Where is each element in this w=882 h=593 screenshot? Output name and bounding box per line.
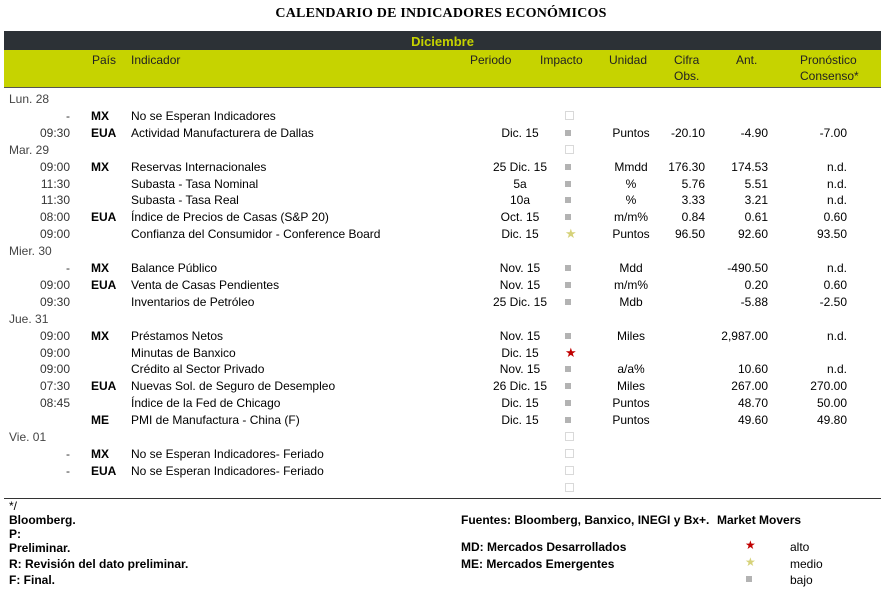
time-cell: 07:30 — [39, 379, 70, 394]
previous-cell: 5.51 — [744, 176, 768, 191]
indicator-cell: PMI de Manufactura - China (F) — [131, 413, 300, 428]
previous-cell: 174.53 — [731, 159, 768, 174]
observed-cell: 176.30 — [668, 159, 705, 174]
table-row — [0, 446, 882, 462]
footer-note: F: Final. — [9, 573, 55, 587]
previous-cell: 49.60 — [737, 413, 768, 428]
previous-cell: 92.60 — [737, 227, 768, 242]
forecast-cell: n.d. — [826, 328, 847, 343]
previous-cell: -4.90 — [740, 125, 768, 140]
time-cell: - — [66, 463, 70, 478]
legend-medium-label: medio — [790, 557, 823, 571]
table-row — [0, 277, 882, 293]
country-cell: EUA — [91, 210, 117, 225]
legend-high-star-icon: ★ — [745, 538, 756, 552]
month-label: Diciembre — [411, 34, 474, 49]
country-cell: MX — [91, 108, 109, 123]
footer-note: Bloomberg. — [9, 513, 76, 527]
unit-cell: Mmdd — [614, 159, 648, 174]
forecast-cell: 0.60 — [823, 210, 847, 225]
previous-cell: 0.61 — [744, 210, 768, 225]
time-cell: - — [66, 261, 70, 275]
table-row — [0, 395, 882, 411]
legend-low-square-icon — [746, 571, 752, 585]
table-row — [0, 463, 882, 479]
indicator-cell: Inventarios de Petróleo — [131, 294, 255, 309]
day-row — [0, 91, 882, 107]
indicator-cell: Índice de la Fed de Chicago — [131, 396, 281, 411]
header-obs: Obs. — [674, 69, 700, 83]
table-row — [0, 176, 882, 192]
period-cell: Nov. 15 — [499, 328, 541, 343]
day-label: Lun. 28 — [9, 92, 50, 106]
table-row — [0, 260, 882, 276]
indicator-cell: Balance Público — [131, 261, 218, 275]
day-row — [0, 142, 882, 158]
period-cell: 25 Dic. 15 — [492, 159, 548, 174]
time-cell: - — [66, 108, 70, 123]
table-row: 09:00 Minutas de Banxico Dic. 15 ★ — [39, 344, 577, 360]
previous-cell: 0.20 — [744, 277, 768, 292]
time-cell: 09:00 — [39, 345, 70, 360]
time-cell: 08:45 — [39, 396, 70, 411]
time-cell: 09:00 — [39, 159, 70, 174]
unit-cell: Miles — [616, 328, 646, 343]
unit-cell: m/m% — [614, 277, 648, 292]
previous-cell: 2,987.00 — [721, 328, 768, 343]
indicator-cell: Índice de Precios de Casas (S&P 20) — [131, 210, 329, 225]
observed-cell: -20.10 — [670, 125, 705, 140]
header-pais: País — [92, 53, 117, 67]
table-row — [0, 412, 882, 428]
day-label: Mier. 30 — [9, 244, 52, 259]
indicator-cell: No se Esperan Indicadores- Feriado — [131, 446, 324, 461]
time-cell: 09:30 — [39, 294, 70, 309]
forecast-cell: 0.60 — [823, 277, 847, 292]
footer-note-mark: */ — [9, 499, 18, 513]
period-cell: Nov. 15 — [499, 261, 541, 275]
footer-note: P: — [9, 527, 21, 541]
header-periodo: Periodo — [470, 53, 512, 67]
day-row — [0, 243, 882, 259]
observed-cell: 96.50 — [674, 227, 705, 242]
unit-cell: Puntos — [612, 396, 650, 411]
footer-sources: Fuentes: Bloomberg, Banxico, INEGI y Bx+. — [461, 513, 710, 527]
indicator-cell: No se Esperan Indicadores- Feriado — [131, 463, 324, 478]
indicator-cell: Reservas Internacionales — [131, 159, 267, 174]
country-cell: EUA — [91, 277, 117, 292]
time-cell: 09:00 — [39, 362, 70, 377]
forecast-cell: n.d. — [826, 362, 847, 377]
country-cell: MX — [91, 261, 109, 275]
period-cell: Dic. 15 — [501, 125, 539, 140]
previous-cell: 3.21 — [744, 193, 768, 208]
indicator-cell: Préstamos Netos — [131, 328, 224, 343]
header-unidad: Unidad — [609, 53, 648, 67]
indicator-cell: Confianza del Consumidor - Conference Board — [131, 227, 381, 242]
previous-cell: 10.60 — [737, 362, 768, 377]
period-cell: 26 Dic. 15 — [492, 379, 548, 394]
forecast-cell: -7.00 — [819, 125, 847, 140]
unit-cell: a/a% — [617, 362, 645, 377]
indicator-cell: Nuevas Sol. de Seguro de Desempleo — [131, 379, 336, 394]
unit-cell: % — [625, 176, 637, 191]
country-cell: MX — [91, 328, 109, 343]
unit-cell: m/m% — [614, 210, 648, 225]
footer-md: MD: Mercados Desarrollados — [461, 540, 627, 554]
time-cell: - — [66, 446, 70, 461]
observed-cell: 3.33 — [681, 193, 705, 208]
table-row — [0, 209, 882, 225]
table-row — [0, 192, 882, 208]
unit-cell: Mdb — [619, 294, 643, 309]
day-label: Vie. 01 — [9, 430, 47, 444]
footer-note: Preliminar. — [9, 541, 71, 555]
forecast-cell: n.d. — [826, 193, 847, 208]
footer-note: R: Revisión del dato preliminar. — [9, 557, 189, 571]
indicator-cell: Subasta - Tasa Nominal — [131, 176, 259, 191]
country-cell: EUA — [91, 125, 117, 140]
period-cell: Dic. 15 — [501, 345, 539, 360]
time-cell: 09:30 — [39, 125, 70, 140]
time-cell: 11:30 — [40, 176, 70, 191]
country-cell: ME — [91, 413, 109, 428]
period-cell: Nov. 15 — [499, 362, 541, 377]
table-row — [0, 159, 882, 175]
time-cell: 09:00 — [39, 227, 70, 242]
forecast-cell: n.d. — [826, 261, 847, 275]
unit-cell: Mdd — [619, 261, 643, 275]
day-label: Jue. 31 — [9, 311, 49, 326]
country-cell: EUA — [91, 379, 117, 394]
country-cell: EUA — [91, 463, 117, 478]
table-row — [0, 108, 882, 124]
time-cell: 08:00 — [39, 210, 70, 225]
period-cell: Oct. 15 — [500, 210, 540, 225]
indicator-cell: Actividad Manufacturera de Dallas — [131, 125, 314, 140]
indicator-cell: Venta de Casas Pendientes — [131, 277, 280, 292]
table-row — [0, 328, 882, 344]
spacer-row — [0, 480, 882, 496]
previous-cell: 267.00 — [731, 379, 768, 394]
unit-cell: Puntos — [612, 125, 650, 140]
footer-divider — [4, 498, 881, 499]
day-row — [0, 429, 882, 445]
forecast-cell: 49.80 — [816, 413, 847, 428]
period-cell: 25 Dic. 15 — [492, 294, 548, 309]
unit-cell: % — [625, 193, 637, 208]
country-cell: MX — [91, 446, 109, 461]
period-cell: Nov. 15 — [499, 277, 541, 292]
time-cell: 09:00 — [39, 277, 70, 292]
forecast-cell: 270.00 — [810, 379, 847, 394]
period-cell: Dic. 15 — [501, 413, 539, 428]
forecast-cell: n.d. — [826, 176, 847, 191]
day-label: Mar. 29 — [9, 142, 50, 157]
period-cell: 5a — [513, 176, 527, 191]
forecast-cell: 50.00 — [816, 396, 847, 411]
observed-cell: 5.76 — [681, 176, 705, 191]
legend-title: Market Movers — [717, 513, 802, 527]
header-cifra: Cifra — [674, 53, 700, 67]
footer-me: ME: Mercados Emergentes — [461, 557, 615, 571]
table-row — [0, 361, 882, 377]
unit-cell: Puntos — [612, 413, 650, 428]
indicator-cell: Subasta - Tasa Real — [131, 193, 239, 208]
previous-cell: 48.70 — [737, 396, 768, 411]
forecast-cell: n.d. — [826, 159, 847, 174]
unit-cell: Puntos — [612, 227, 650, 242]
period-cell: Dic. 15 — [501, 227, 539, 242]
header-pronostico: Pronóstico — [800, 53, 857, 67]
table-row — [0, 378, 882, 394]
unit-cell: Miles — [616, 379, 646, 394]
previous-cell: -5.88 — [740, 294, 768, 309]
indicator-cell: No se Esperan Indicadores — [131, 108, 276, 123]
forecast-cell: 93.50 — [816, 227, 847, 242]
table-row — [0, 125, 882, 141]
table-row: 09:00 Confianza del Consumidor - Conference Board Dic. 15 Puntos 96.50 92.60 93.50 ★ — [39, 226, 847, 242]
country-cell: MX — [91, 159, 109, 174]
legend-high-label: alto — [790, 540, 810, 554]
table-row — [0, 294, 882, 310]
time-cell: 11:30 — [40, 193, 70, 208]
forecast-cell: -2.50 — [819, 294, 847, 309]
header-impacto: Impacto — [540, 53, 583, 67]
legend-medium-star-icon: ★ — [745, 555, 756, 569]
time-cell: 09:00 — [39, 328, 70, 343]
header-consenso: Consenso* — [800, 69, 859, 83]
header-ant: Ant. — [736, 53, 758, 67]
previous-cell: -490.50 — [727, 261, 768, 275]
indicator-cell: Crédito al Sector Privado — [131, 362, 265, 377]
page-title: CALENDARIO DE INDICADORES ECONÓMICOS — [275, 6, 607, 21]
header-indicador: Indicador — [131, 53, 181, 67]
legend-low-label: bajo — [790, 573, 813, 587]
observed-cell: 0.84 — [681, 210, 705, 225]
indicator-cell: Minutas de Banxico — [131, 345, 236, 360]
period-cell: Dic. 15 — [501, 396, 539, 411]
period-cell: 10a — [509, 193, 531, 208]
day-row — [0, 311, 882, 327]
